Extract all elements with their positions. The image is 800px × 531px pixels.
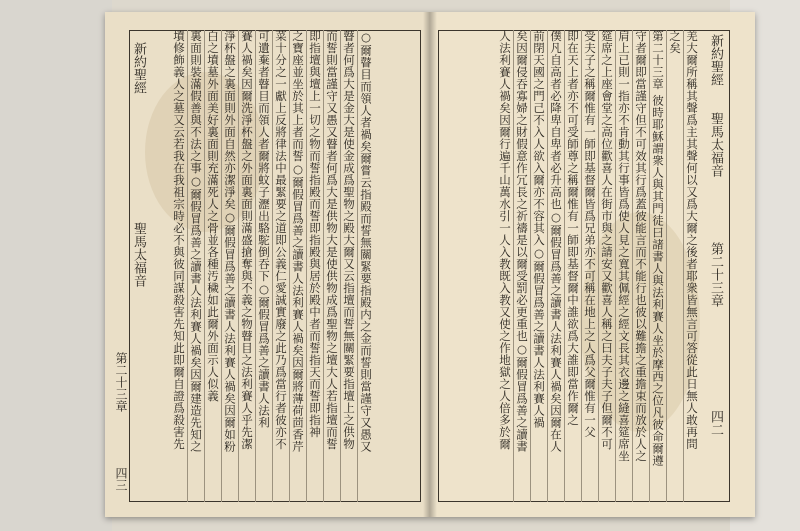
text-column: 前閉天國之門己不入人欲入爾亦不容其入○爾假冒爲善之讀書人法利賽人禍 [531, 30, 548, 502]
text-column: ○爾瞽目而領人者禍矣爾嘗云指殿而誓無關緊要指殿内之金而誓則當謹守又愚又 [359, 30, 373, 453]
left-page [105, 12, 430, 517]
right-gospel-title: 聖馬太福音 [708, 112, 723, 177]
book-gutter [423, 12, 437, 517]
text-column: 肩上已則一指亦不肯動其行事皆爲使人見之寬其佩經之經文長其衣邊之縫喜筵席坐 [616, 30, 633, 502]
text-column: 瞽者何爲大是金大是使金成爲聖物之殿大爾又云指壇而誓無關緊要指壇上之供物 [341, 30, 358, 502]
text-column: 白之墳墓外面美好裏面則充滿死人之骨並各種汚穢如此爾外面示人似義 [205, 30, 222, 502]
text-column: 羌大爾所稱其聲爲主其聲何以又爲大爾之後者耶衆皆無言可答從此日無人敢再問 [685, 30, 699, 450]
text-column: 菜十分之一獻上反將律法中最緊要之道即公義仁愛誠實廢之此乃爲當行者彼亦不 [273, 30, 290, 502]
right-book-title: 新約聖經 [708, 34, 723, 86]
text-column: 淨杯盤之裏面則外面自然亦潔淨矣○爾假冒爲善之讀書人法利賽人禍矣因爾如粉 [222, 30, 239, 502]
text-column: 而誓則當謹守又愚又瞽者何爲大是供物大是使供物成爲聖物之壇大人若指壇而誓 [324, 30, 341, 502]
background-left [0, 0, 112, 531]
text-column: 墳修飾義人之墓又云若我在我祖宗時必不與彼同謀殺害先知此即爾自證爲殺害先 [171, 30, 188, 502]
left-book-title: 新約聖經 [131, 42, 146, 94]
right-page-body [442, 30, 700, 502]
text-column: 賽人禍矣因爾洗淨杯盤之外面裏面則滿盛搶奪與不義之物瞽目之法利賽人乎先潔 [239, 30, 256, 502]
text-column: 可遺棄者瞽目而領人者爾將蚊子瀝出駱駝倒吞下○爾假冒爲善之讀書人法利 [256, 30, 273, 502]
text-column: 受夫子之稱爾惟有一師即基督爾皆爲兄弟亦不可稱在地上之人爲父爾惟有一父 [582, 30, 599, 502]
text-column: 裏面則裝滿假善與不法之事○爾假冒爲善之讀書人法利賽人禍矣因爾建造先知之 [188, 30, 205, 502]
text-column: 筵席之上座會堂之高位歡喜人在街市與之請安又歡喜人稱之曰夫子夫子但爾不可 [599, 30, 616, 502]
right-page [430, 12, 755, 517]
text-column: 即指壇與壇上一切之物而誓指殿而誓即指殿與居於殿中者而誓指天而誓即指神 [307, 30, 324, 502]
left-gospel-title: 聖馬太福音 [131, 222, 146, 287]
text-column: 人法利賽人禍矣因爾行遍千山萬水引一人入教既入教又使之作地獄之人倍多於爾 [497, 30, 514, 502]
text-column: 第二十三章 彼時耶穌謂衆人與其門徒曰諸書人與法利賽人坐於摩西之位凡彼命爾遵 [650, 30, 667, 502]
left-chapter-label: 第二十三章 [114, 352, 128, 412]
text-column: 之矣 [667, 30, 684, 502]
right-chapter-label: 第二十三章 [708, 242, 723, 307]
open-book [105, 12, 755, 517]
right-page-number: 四二 [708, 410, 723, 436]
text-column: 之寶座並坐於其上者而誓○爾假冒爲善之讀書人法利賽人禍矣因爾將薄荷茴香芹 [290, 30, 307, 502]
text-column: 矣因爾侵吞寡婦之財假意作冗長之祈禱是以爾受罰必更重也○爾假冒爲善之讀書 [514, 30, 531, 502]
text-column: 守者爾即當謹守但不可效其行爲蓋彼能言而不能行也彼以難擔之重擔束而放於人之 [633, 30, 650, 502]
left-page-body [149, 30, 374, 502]
text-column: 僕凡自高者必降卑自卑者必升高也○爾假冒爲善之讀書人法利賽人禍矣因爾在人 [548, 30, 565, 502]
text-column: 即在天上者亦不可受師尊之稱爾惟有一師即基督爾中誰欲爲大誰即當作爾之 [565, 30, 582, 502]
left-page-number: 四三 [114, 467, 128, 491]
